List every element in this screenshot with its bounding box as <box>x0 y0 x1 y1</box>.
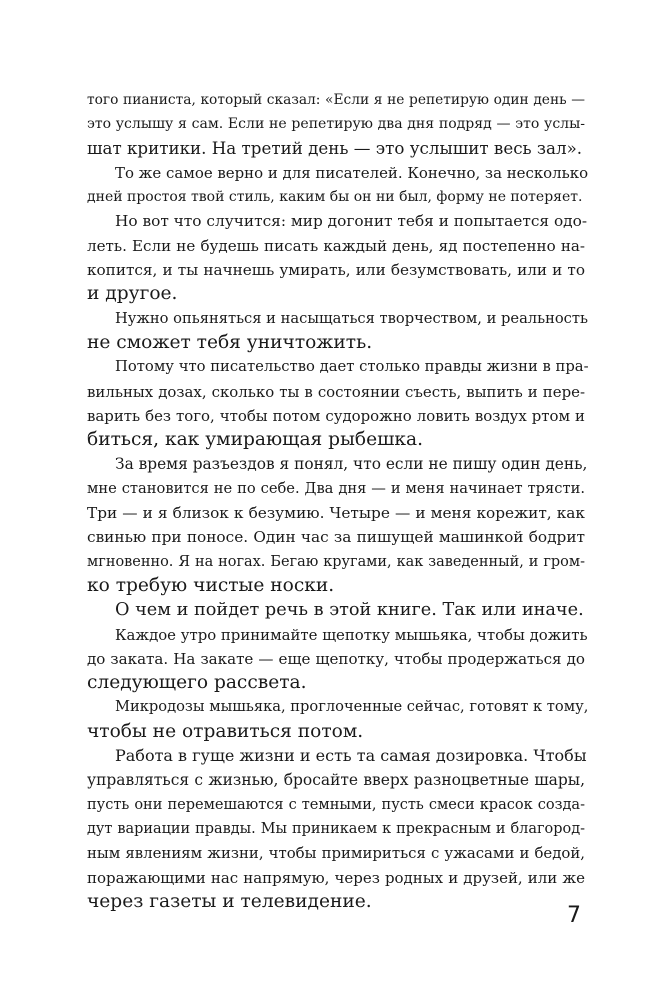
text-line: Микродозы мышьяка, проглоченные сейчас, готовят к тому, <box>115 698 589 716</box>
text-line: следующего рассвета. <box>87 672 307 694</box>
paragraph <box>87 623 588 696</box>
paragraph <box>87 209 588 306</box>
paragraph <box>87 307 588 356</box>
text-line: свинью при поносе. Один час за пишущей машинкой бодрит <box>87 528 585 547</box>
paragraph <box>87 744 585 914</box>
text-line: дней простоя твой стиль, каким бы он ни был, форму не потеряет. <box>87 189 583 206</box>
text-line: дут вариации правды. Мы приникаем к прекрасным и благород- <box>87 820 585 837</box>
text-line: поражающими нас напрямую, через родных и друзей, или же <box>87 868 585 887</box>
text-line: Три — и я близок к безумию. Четыре — и меня корежит, как <box>87 504 585 523</box>
text-line: через газеты и телевидение. <box>87 890 372 912</box>
text-line: За время разъездов я понял, что если не пишу один день, <box>115 455 588 474</box>
text-line: Каждое утро принимайте щепотку мышьяка, чтобы дожить <box>115 625 588 644</box>
text-line: ным явлениям жизни, чтобы примириться с ужасами и бедой, <box>87 844 585 863</box>
text-line: То же самое верно и для писателей. Конечно, за несколько <box>115 163 589 182</box>
text-line: Работа в гуще жизни и есть та самая дозировка. Чтобы <box>115 746 587 766</box>
text-line: копится, и ты начнешь умирать, или безумствовать, или и то <box>87 261 585 280</box>
text-line: шат критики. На третий день — это услышит весь зал». <box>87 138 583 158</box>
text-line: леть. Если не будешь писать каждый день, яд постепенно на- <box>87 236 585 255</box>
text-line: управляться с жизнью, бросайте вверх разноцветные шары, <box>87 771 585 790</box>
paragraph <box>87 161 589 210</box>
text-line: Нужно опьяняться и насыщаться творчеством, и реальность <box>115 309 588 327</box>
paragraph <box>87 598 585 622</box>
text-line: пусть они перемешаются с темными, пусть смеси красок созда- <box>87 796 585 813</box>
page-number: 7 <box>567 903 581 928</box>
text-line: вильных дозах, сколько ты в состоянии съесть, выпить и пере- <box>87 382 585 401</box>
text-line: это услышу я сам. Если не репетирую два дня подряд — это услы- <box>87 116 585 133</box>
text-line: Но вот что случится: мир догонит тебя и попытается одо- <box>115 212 588 231</box>
page-body <box>87 88 589 914</box>
text-line: ко требую чистые носки. <box>87 574 335 596</box>
text-line: до заката. На закате — еще щепотку, чтобы продержаться до <box>87 649 585 668</box>
paragraph <box>87 452 588 598</box>
paragraph <box>87 355 589 452</box>
paragraph <box>87 88 585 161</box>
text-line: и другое. <box>87 283 178 305</box>
text-line: мгновенно. Я на ногах. Бегаю кругами, как заведенный, и гром- <box>87 553 585 570</box>
paragraph <box>87 695 589 744</box>
text-line: чтобы не отравиться потом. <box>87 720 364 742</box>
text-line: мне становится не по себе. Два дня — и меня начинает трясти. <box>87 479 585 497</box>
text-line: О чем и пойдет речь в этой книге. Так или иначе. <box>115 600 584 621</box>
text-line: Потому что писательство дает столько правды жизни в пра- <box>115 358 589 376</box>
text-line: того пианиста, который сказал: «Если я не репетирую один день — <box>87 92 585 108</box>
text-line: не сможет тебя уничтожить. <box>87 331 373 353</box>
text-line: варить без того, чтобы потом судорожно ловить воздух ртом и <box>87 406 585 425</box>
text-line: биться, как умирающая рыбешка. <box>87 429 423 451</box>
